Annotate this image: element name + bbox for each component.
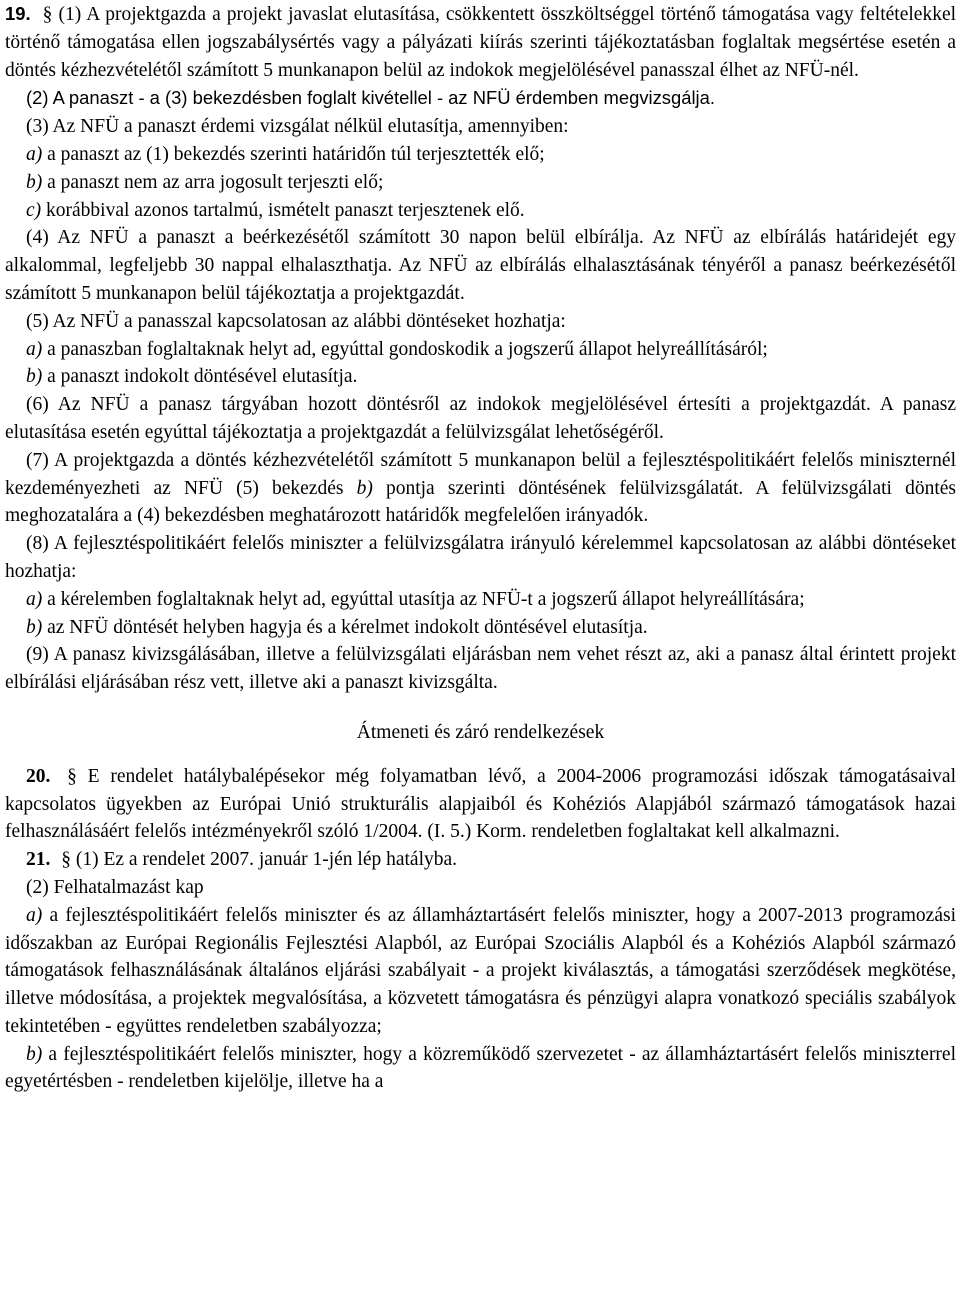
point-label: c) [26, 199, 42, 221]
section-21-p2-point-a [5, 902, 956, 1041]
point-text: a kérelemben foglaltaknak helyt ad, egyúttal utasítja az NFÜ-t a jogszerű állapot helyreállítására; [42, 588, 805, 610]
section-19-number: 19. [5, 3, 31, 24]
section-19-p3-point-b [5, 169, 956, 197]
section-21-p2-text: (2) Felhatalmazást kap [26, 876, 204, 898]
point-label: b) [26, 616, 43, 638]
point-text: korábbival azonos tartalmú, ismételt panaszt terjesztenek elő. [41, 199, 525, 221]
section-19-p5-point-a [5, 336, 956, 364]
point-text: a panaszt nem az arra jogosult terjeszti elő; [42, 171, 384, 193]
section-19-p3-text: (3) Az NFÜ a panaszt érdemi vizsgálat nélkül elutasítja, amennyiben: [26, 116, 569, 138]
point-label: b) [26, 366, 43, 388]
section-19-p5-text: (5) Az NFÜ a panasszal kapcsolatosan az alábbi döntéseket hozhatja: [26, 310, 566, 332]
section-19-p5-point-b [5, 363, 956, 391]
section-19-paragraph-7 [5, 447, 956, 530]
section-21-paragraph-1 [5, 846, 956, 874]
section-19-p8-point-b [5, 614, 956, 642]
section-21-p2-point-b [5, 1041, 956, 1097]
section-19-p9-text: (9) A panasz kivizsgálásában, illetve a felülvizsgálati eljárásban nem vehet részt az, aki a panasz által érintett projekt elbírálási eljárásában rész vett, illetve aki a panaszt kivizsgálta. [5, 644, 956, 694]
section-19-p8-text: (8) A fejlesztéspolitikáért felelős miniszter a felülvizsgálatra irányuló kérelemmel kapcsolatosan az alábbi döntéseket hozhatja: [5, 533, 956, 582]
point-label: a) [26, 338, 43, 360]
section-19-paragraph-3 [5, 113, 956, 141]
section-20-paragraph [5, 763, 956, 846]
section-21-sign: § [61, 849, 71, 871]
point-text: a fejlesztéspolitikáért felelős miniszter és az államháztartásért felelős miniszter, hogy a 2007-2013 programozási időszakban az Európai Regionális Fejlesztési Alapból, az Európai Szociális Alapból és a Kohéziós Alapból származó támogatások felhasználásának általános eljárási szabályait - a projekt kiválasztás, a támogatási szerződések megkötése, illetve módosítása, a projektek megvalósítása, a közvetett támogatásra és pénzügyi alapra vonatkozó speciális szabályok tekintetében - együttes rendeletben szabályozza; [5, 904, 956, 1037]
document-page [5, 0, 956, 1096]
point-label: a) [26, 588, 43, 610]
section-21-number: 21. [26, 849, 51, 871]
point-label: b) [26, 171, 43, 193]
point-text: a panaszt indokolt döntésével elutasítja. [42, 366, 358, 388]
point-text: a panaszban foglaltaknak helyt ad, egyúttal gondoskodik a jogszerű állapot helyreállításáról; [42, 338, 768, 360]
section-19-p8-point-a [5, 586, 956, 614]
point-text: a panaszt az (1) bekezdés szerinti határidőn túl terjesztették elő; [42, 143, 545, 165]
section-19-p1-text: (1) A projektgazda a projekt javaslat elutasítása, csökkentett összköltséggel történő támogatása vagy feltételekkel történő támogatása ellen jogszabálysértés vagy a pályázati kiírás szerinti tájékoztatásban foglaltak megsértése esetén a döntés kézhezvételétől számított 5 munkanapon belül az indokok megjelölésével panasszal élhet az NFÜ-nél. [5, 4, 957, 81]
section-19-p4-text: (4) Az NFÜ a panaszt a beérkezésétől számított 30 napon belül elbírálja. Az NFÜ az elbírálás határidejét egy alkalommal, legfeljebb 30 nappal elhalaszthatja. Az NFÜ az elbírálás elhalasztásának tényéről a panasz beérkezésétől számított 5 munkanapon belül tájékoztatja a projektgazdát. [5, 227, 956, 304]
section-19-p2-text: (2) A panaszt - a (3) bekezdésben foglalt kivétellel - az NFÜ érdemben megvizsgálja. [26, 87, 715, 109]
section-19-p3-point-a [5, 141, 956, 169]
section-19-p3-point-c [5, 197, 956, 225]
section-19-paragraph-9 [5, 641, 956, 697]
section-19-paragraph-1 [5, 0, 956, 84]
section-19-p7-text-post: pontja szerinti döntésének felülvizsgálatát. A felülvizsgálati döntés meghozatalára a (4) bekezdésben meghatározott határidők megfelelően irányadók. [5, 477, 956, 527]
section-20-text: E rendelet hatálybalépésekor még folyamatban lévő, a 2004-2006 programozási időszak támogatásaival kapcsolatos ügyekben az Európai Unió strukturális alapjaiból és Kohéziós Alapjából származó támogatások hazai felhasználásáért felelős intézményekről szóló 1/2004. (I. 5.) Korm. rendeletben foglaltakat kell alkalmazni. [5, 765, 957, 843]
section-21-paragraph-2 [5, 874, 956, 902]
section-19-paragraph-5 [5, 308, 956, 336]
point-text: a fejlesztéspolitikáért felelős miniszter, hogy a közreműködő szervezetet - az államháztartásért felelős miniszterrel egyetértésben - rendeletben kijelölje, illetve ha a [5, 1043, 956, 1093]
section-19-paragraph-6 [5, 391, 956, 447]
section-19-sign: § [42, 4, 53, 25]
chapter-heading: Átmeneti és záró rendelkezések [356, 721, 605, 743]
point-label: a) [26, 904, 43, 926]
section-20-number: 20. [26, 765, 51, 787]
section-19-paragraph-8 [5, 530, 956, 586]
section-19-paragraph-4 [5, 224, 956, 307]
section-19-p7-text-pre: (7) A projektgazda a döntés kézhezvételétől számított 5 munkanapon belül a fejlesztéspolitikáért felelős miniszternél kezdeményezheti az NFÜ (5) bekezdés [5, 449, 956, 499]
section-19-p6-text: (6) Az NFÜ a panasz tárgyában hozott döntésről az indokok megjelölésével értesíti a projektgazdát. A panasz elutasítása esetén egyúttal tájékoztatja a projektgazdát a felülvizsgálat lehetőségéről. [5, 394, 956, 443]
section-21-p1-text: (1) Ez a rendelet 2007. január 1-jén lép hatályba. [71, 849, 458, 871]
section-19-paragraph-2 [5, 84, 956, 113]
section-19-p7-point-ref: b) [356, 477, 373, 499]
point-label: b) [26, 1043, 43, 1065]
point-text: az NFÜ döntését helyben hagyja és a kérelmet indokolt döntésével elutasítja. [42, 616, 648, 638]
point-label: a) [26, 143, 43, 165]
section-20-sign: § [67, 765, 77, 787]
